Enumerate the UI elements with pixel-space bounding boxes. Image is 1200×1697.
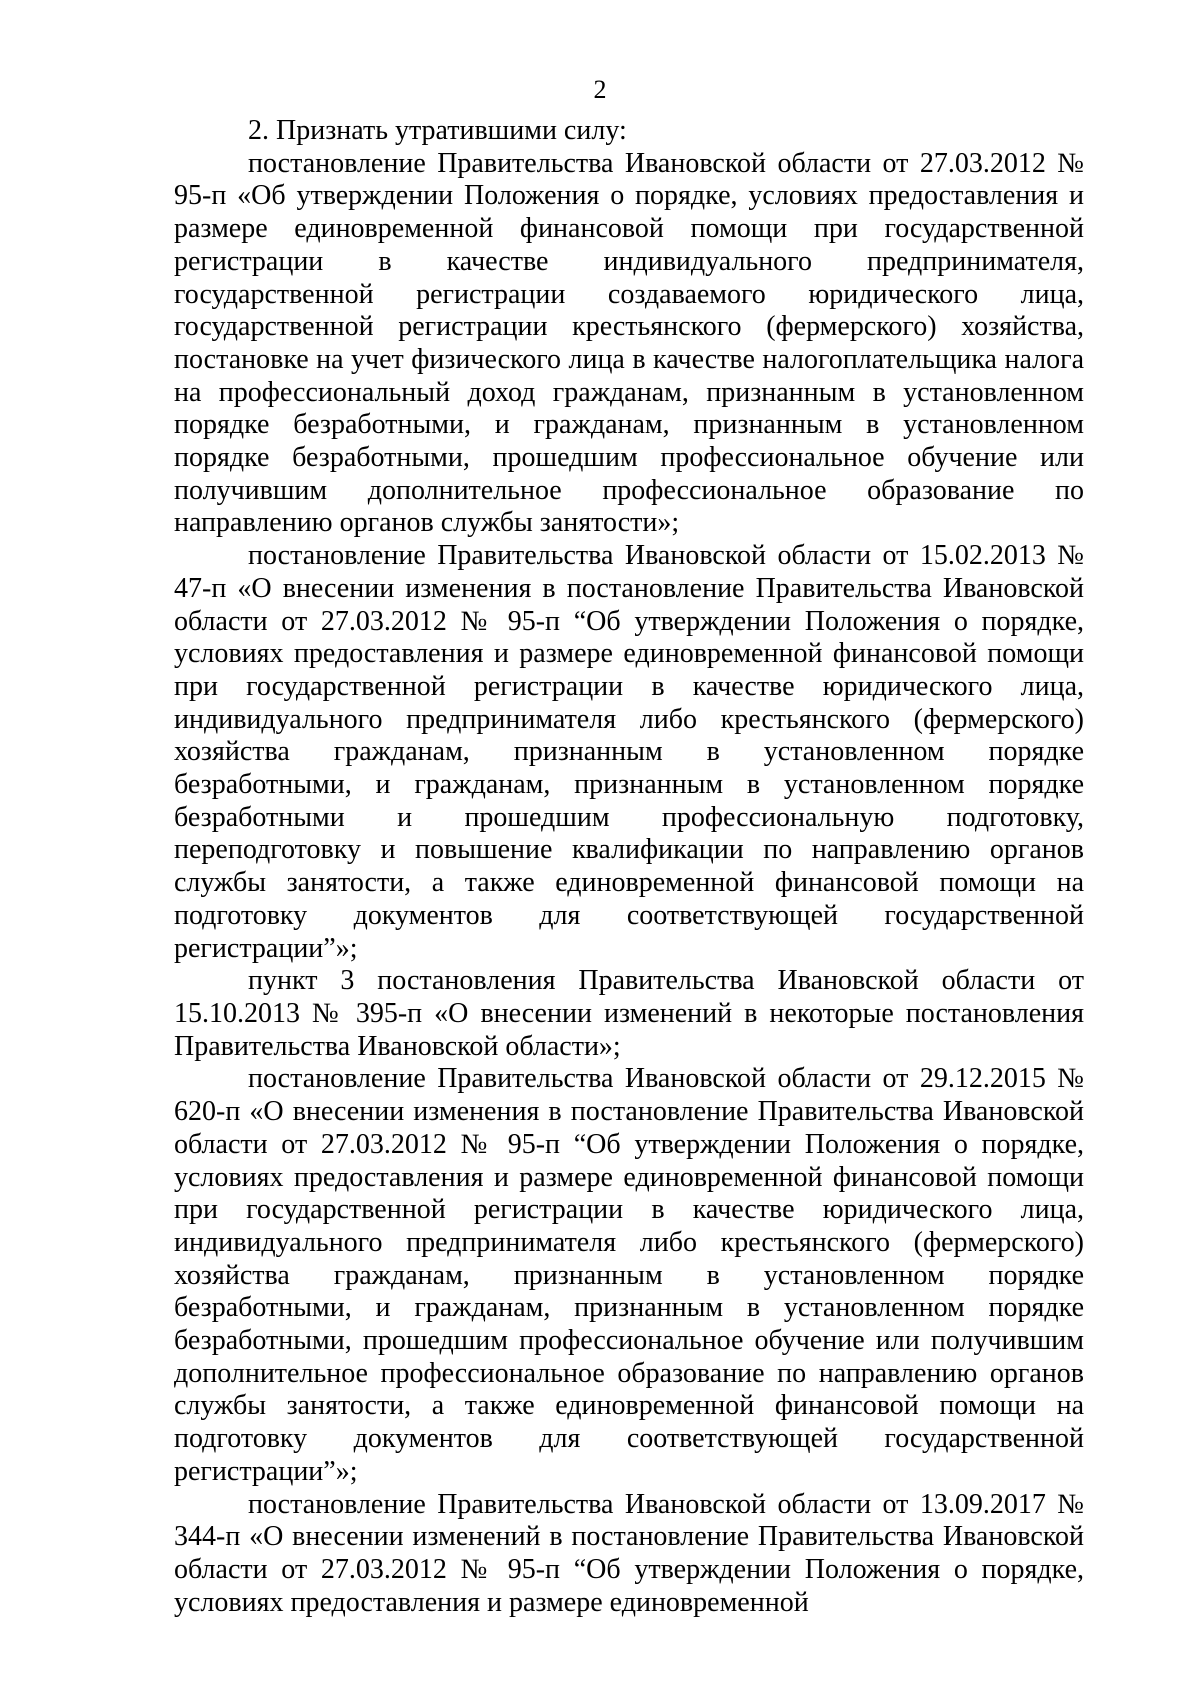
paragraph-resolution-47p: постановление Правительства Ивановской области от 15.02.2013 № 47-п «О внесении изменения в постановление Правительства Ивановской области от 27.03.2012 № 95-п “Об утверждении Положения о порядке, условиях предоставления и размере единовременной финансовой помощи при государственной регистрации в качестве юридического лица, индивидуального предпринимателя либо крестьянского (фермерского) хозяйства гражданам, признанным в установленном порядке безработными, и гражданам, признанным в установленном порядке безработными и прошедшим профессиональную подготовку, переподготовку и повышение квалификации по направлению органов службы занятости, а также единовременной финансовой помощи на подготовку документов для соответствующей государственной регистрации”»; — [174, 540, 1084, 964]
page-number: 2 — [593, 75, 607, 104]
paragraph-resolution-620p: постановление Правительства Ивановской области от 29.12.2015 № 620-п «О внесении изменения в постановление Правительства Ивановской области от 27.03.2012 № 95-п “Об утверждении Положения о порядке, условиях предоставления и размере единовременной финансовой помощи при государственной регистрации в качестве юридического лица, индивидуального предпринимателя либо крестьянского (фермерского) хозяйства гражданам, признанным в установленном порядке безработными, и гражданам, признанным в установленном порядке безработными, прошедшим профессиональное обучение или получившим дополнительное профессиональное образование по направлению органов службы занятости, а также единовременной финансовой помощи на подготовку документов для соответствующей государственной регистрации”»; — [174, 1063, 1084, 1487]
paragraph-resolution-344p: постановление Правительства Ивановской области от 13.09.2017 № 344-п «О внесении изменений в постановление Правительства Ивановской области от 27.03.2012 № 95-п “Об утверждении Положения о порядке, условиях предоставления и размере единовременной — [174, 1488, 1084, 1618]
document-body — [174, 115, 1084, 1619]
paragraph-resolution-395p: пункт 3 постановления Правительства Ивановской области от 15.10.2013 № 395-п «О внесении изменений в некоторые постановления Правительства Ивановской области»; — [174, 965, 1084, 1062]
paragraph-heading-item-2: 2. Признать утратившими силу: — [248, 115, 627, 146]
paragraph-resolution-95p: постановление Правительства Ивановской области от 27.03.2012 № 95-п «Об утверждении Положения о порядке, условиях предоставления и размере единовременной финансовой помощи при государственной регистрации в качестве индивидуального предпринимателя, государственной регистрации создаваемого юридического лица, государственной регистрации крестьянского (фермерского) хозяйства, постановке на учет физического лица в качестве налогоплательщика налога на профессиональный доход гражданам, признанным в установленном порядке безработными, и гражданам, признанным в установленном порядке безработными, прошедшим профессиональное обучение или получившим дополнительное профессиональное образование по направлению органов службы занятости»; — [174, 147, 1084, 539]
